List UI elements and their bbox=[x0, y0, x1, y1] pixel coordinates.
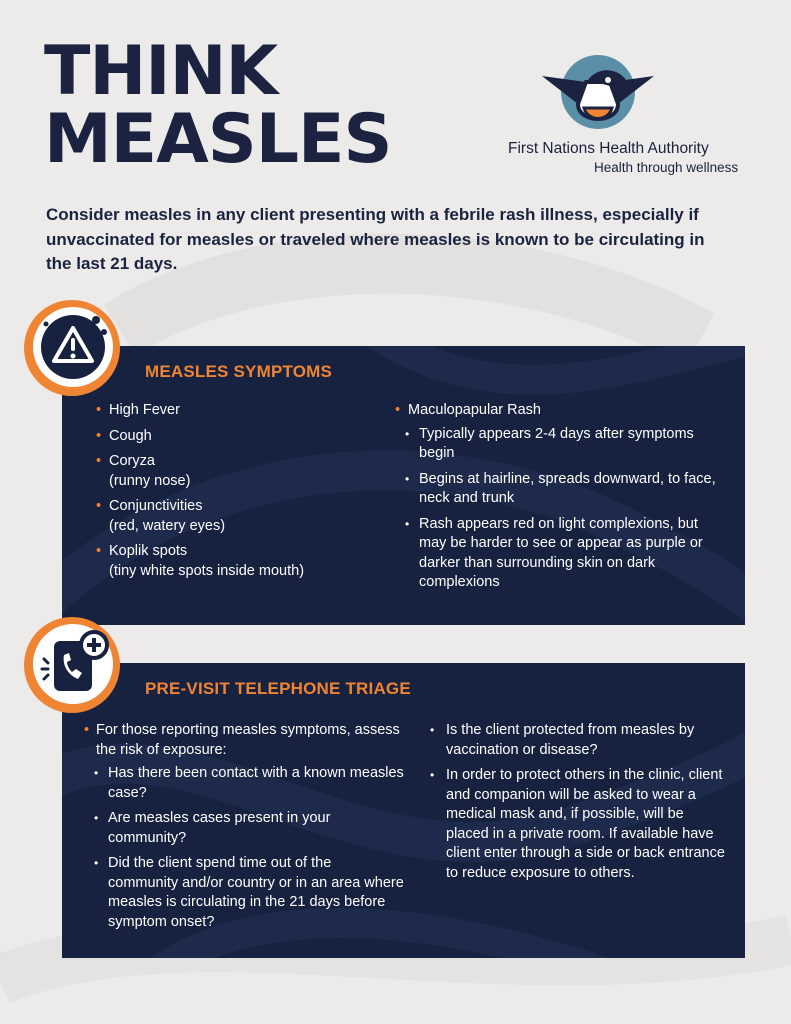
symptom-label: Conjunctivities bbox=[109, 498, 203, 514]
triage-question: • Did the client spend time out of the community and/or country or in an area where measles is circulating in the 21 days before symptom onset? bbox=[94, 854, 404, 932]
symptom-item bbox=[96, 497, 396, 536]
symptom-note: (red, watery eyes) bbox=[109, 517, 226, 534]
triage-panel bbox=[62, 663, 745, 958]
triage-question: • Are measles cases present in your community? bbox=[94, 809, 404, 848]
symptoms-list bbox=[96, 401, 396, 587]
rash-heading bbox=[395, 401, 725, 421]
symptom-note: (runny nose) bbox=[109, 472, 191, 489]
fnha-eagle-logo-icon bbox=[538, 52, 656, 136]
rash-detail: • Typically appears 2-4 days after symptoms begin bbox=[405, 425, 725, 464]
triage-title: PRE-VISIT TELEPHONE TRIAGE bbox=[145, 679, 411, 698]
title-line-1: THINK bbox=[44, 32, 278, 111]
triage-question: • Is the client protected from measles by vaccination or disease? bbox=[430, 721, 730, 760]
symptoms-badge bbox=[24, 300, 120, 396]
organization-tagline: Health through wellness bbox=[594, 160, 739, 175]
symptom-item bbox=[96, 401, 396, 421]
title-line-2: MEASLES bbox=[44, 100, 392, 179]
page-title bbox=[44, 32, 392, 179]
symptom-label: Coryza bbox=[109, 453, 155, 469]
organization-logo bbox=[508, 52, 748, 182]
symptom-item bbox=[96, 452, 396, 491]
triage-lead-text: For those reporting measles symptoms, assess the risk of exposure: bbox=[96, 722, 400, 758]
rash-label: Maculopapular Rash bbox=[408, 402, 541, 418]
warning-triangle-icon bbox=[24, 300, 120, 396]
triage-question: • Has there been contact with a known measles case? bbox=[94, 764, 404, 803]
organization-name: First Nations Health Authority bbox=[508, 140, 709, 157]
rash-detail: • Begins at hairline, spreads downward, to face, neck and trunk bbox=[405, 470, 725, 509]
symptom-label: High Fever bbox=[109, 402, 180, 418]
phone-plus-icon bbox=[24, 617, 120, 713]
symptoms-panel bbox=[62, 346, 745, 625]
rash-details-list bbox=[405, 425, 725, 593]
rash-detail: • Rash appears red on light complexions, but may be harder to see or appear as purple or darker than surrounding skin on dark complexions bbox=[405, 515, 725, 593]
triage-guidance: • In order to protect others in the clinic, client and companion will be asked to wear a medical mask and, if possible, will be placed in a private room. If available have client enter through a side or back entrance to reduce exposure to others. bbox=[430, 766, 730, 883]
triage-questions-list bbox=[94, 764, 404, 932]
symptoms-title: MEASLES SYMPTOMS bbox=[145, 362, 333, 381]
symptom-label: Cough bbox=[109, 427, 152, 444]
symptom-label: Koplik spots bbox=[109, 543, 188, 559]
intro-text: Consider measles in any client presenting with a febrile rash illness, especially if unvaccinated for measles or traveled where measles is known to be circulating in the last 21 days. bbox=[46, 205, 705, 273]
triage-lead bbox=[84, 721, 404, 760]
rash-column bbox=[395, 401, 725, 599]
symptom-note: (tiny white spots inside mouth) bbox=[109, 562, 305, 579]
symptom-item bbox=[96, 427, 396, 447]
triage-badge bbox=[24, 617, 120, 713]
triage-left-column bbox=[84, 721, 404, 938]
symptom-item bbox=[96, 542, 396, 581]
triage-right-list bbox=[430, 721, 730, 889]
